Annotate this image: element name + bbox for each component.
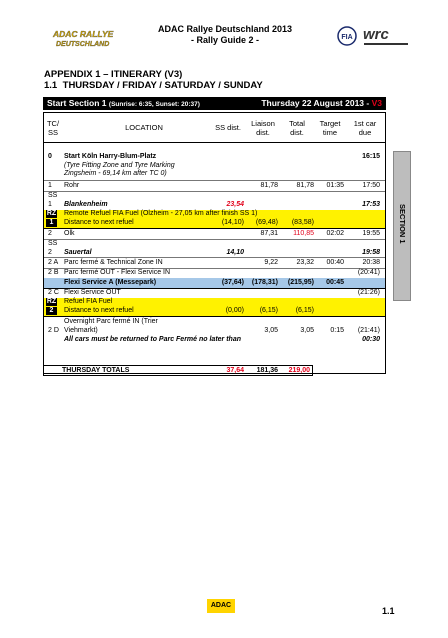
page-header xyxy=(0,0,448,60)
refuel-number: 2 xyxy=(46,307,57,315)
row-total: 3,05 xyxy=(300,326,314,334)
days-text: THURSDAY / FRIDAY / SATURDAY / SUNDAY xyxy=(62,80,263,91)
section-sun-times: (Sunrise: 6:35, Sunset: 20:37) xyxy=(108,101,200,108)
divider xyxy=(44,257,385,258)
row-first-car: 19:55 xyxy=(362,230,380,237)
refuel-number: 1 xyxy=(46,219,57,227)
row-target: 00:45 xyxy=(326,279,344,286)
row-first-car: 17:50 xyxy=(362,182,380,189)
row-location: Remote Refuel FIA Fuel (Olzheim - 27,05 km after finish SS 1) xyxy=(64,210,258,217)
col-ss-dist: SS dist. xyxy=(215,123,241,132)
row-total: (6,15) xyxy=(295,307,314,314)
refuel-badge: RZ xyxy=(46,298,57,305)
svg-text:DEUTSCHLAND: DEUTSCHLAND xyxy=(56,41,110,48)
col-location: LOCATION xyxy=(125,123,163,132)
section-side-label: SECTION 1 xyxy=(398,204,407,244)
fia-logo xyxy=(337,26,357,46)
row-total: (83,58) xyxy=(291,219,314,226)
row-location: Olk xyxy=(64,230,75,237)
row-tc: SS xyxy=(48,240,58,247)
col-first-car: 1st car due xyxy=(353,119,377,137)
row-liaison: (69,48) xyxy=(255,219,278,226)
row-location: Parc fermé OUT - Flexi Service IN xyxy=(64,269,171,276)
table-row-refuel xyxy=(44,219,385,228)
table-row-service xyxy=(44,278,385,288)
divider xyxy=(44,239,385,240)
svg-text:wrc: wrc xyxy=(363,26,389,43)
section-side-tab xyxy=(393,151,411,301)
row-location: Zingsheim - 69,14 km after TC 0) xyxy=(64,170,167,177)
row-target: 00:40 xyxy=(326,259,344,266)
page-number: 1.1 xyxy=(382,606,395,616)
row-first-car: (20:41) xyxy=(357,269,380,276)
wrc-logo xyxy=(362,24,410,50)
row-ss-dist: 23,54 xyxy=(226,200,244,208)
divider xyxy=(44,180,385,181)
row-ss-dist: (14,10) xyxy=(221,219,244,226)
row-tc: 2 C xyxy=(48,289,59,296)
row-location: All cars must be returned to Parc Fermé no later than xyxy=(64,336,241,343)
table-row-refuel xyxy=(44,210,385,219)
title-line-1: ADAC Rallye Deutschland 2013 xyxy=(157,24,293,34)
row-first-car: (21:26) xyxy=(357,289,380,296)
svg-text:ADAC RALLYE: ADAC RALLYE xyxy=(53,29,114,39)
row-ss-dist: (37,64) xyxy=(221,279,244,286)
totals-liaison: 181,36 xyxy=(256,367,278,374)
row-tc: 2 xyxy=(48,248,52,256)
row-tc: 0 xyxy=(48,153,52,160)
itinerary-table xyxy=(43,112,386,374)
row-target: 0:15 xyxy=(330,326,344,334)
row-liaison: (6,15) xyxy=(259,307,278,314)
row-location: Flexi Service A (Messepark) xyxy=(64,279,157,286)
row-total: (215,95) xyxy=(287,279,314,286)
table-row-refuel xyxy=(44,298,385,307)
row-tc: SS xyxy=(48,192,58,199)
row-liaison: 3,05 xyxy=(264,326,278,334)
row-liaison: (178,31) xyxy=(251,279,278,286)
section-date: Thursday 22 August 2013 - xyxy=(261,98,370,108)
appendix-heading: APPENDIX 1 – ITINERARY (V3) xyxy=(44,69,183,80)
row-location: (Tyre Fitting Zone and Tyre Marking xyxy=(64,161,175,169)
col-target: Target time xyxy=(319,119,341,137)
row-location: Parc fermé & Technical Zone IN xyxy=(64,259,163,266)
row-liaison: 81,78 xyxy=(260,182,278,189)
table-row-refuel xyxy=(44,307,385,316)
section-bar xyxy=(43,97,386,110)
table-header xyxy=(44,113,385,143)
totals-ss-dist: 37,64 xyxy=(226,367,244,374)
svg-text:FIA: FIA xyxy=(341,34,353,41)
row-total: 81,78 xyxy=(296,182,314,189)
divider xyxy=(44,228,385,229)
days-heading xyxy=(44,80,263,91)
section-version: V3 xyxy=(371,98,382,108)
adac-footer-logo: ADAC xyxy=(207,599,235,613)
row-location: Start Köln Harry-Blum-Platz xyxy=(64,153,157,160)
row-first-car: 20:38 xyxy=(362,259,380,266)
row-tc: 1 xyxy=(48,200,52,208)
days-number: 1.1 xyxy=(44,80,58,91)
row-target: 02:02 xyxy=(326,230,344,237)
refuel-badge: RZ xyxy=(46,210,57,217)
row-location: Flexi Service OUT xyxy=(64,289,121,296)
row-total: 23,32 xyxy=(296,259,314,266)
thursday-totals xyxy=(43,365,313,376)
row-location: Refuel FIA Fuel xyxy=(64,298,113,305)
col-liaison: Liaison dist. xyxy=(251,119,275,137)
document-title xyxy=(150,24,300,46)
row-tc: 1 xyxy=(48,182,52,189)
section-title: Start Section 1 xyxy=(47,98,107,108)
col-tc: TC/ SS xyxy=(46,119,60,137)
row-first-car: (21:41) xyxy=(357,326,380,334)
row-liaison: 9,22 xyxy=(264,259,278,266)
row-first-car: 00:30 xyxy=(362,336,380,343)
row-location: Blankenheim xyxy=(64,200,108,208)
row-ss-dist: 14,10 xyxy=(226,248,244,256)
row-tc: 2 A xyxy=(48,259,59,266)
row-tc: 2 D xyxy=(48,326,59,334)
row-location: Sauertal xyxy=(64,248,92,256)
row-tc: 2 B xyxy=(48,269,59,276)
col-total: Total dist. xyxy=(289,119,305,137)
totals-total: 219,00 xyxy=(288,367,310,374)
row-location: Rohr xyxy=(64,182,80,189)
row-first-car: 16:15 xyxy=(362,153,380,160)
row-target: 01:35 xyxy=(326,182,344,189)
row-location: Overnight Parc fermé IN (Trier xyxy=(64,318,158,325)
row-liaison: 87,31 xyxy=(260,230,278,237)
row-first-car: 19:58 xyxy=(362,248,380,256)
row-tc: 2 xyxy=(48,230,52,237)
adac-rallye-logo xyxy=(52,28,124,48)
row-ss-dist: (0,00) xyxy=(225,307,244,314)
row-first-car: 17:53 xyxy=(362,200,380,208)
totals-label: THURSDAY TOTALS xyxy=(62,367,130,374)
row-total: 110,85 xyxy=(293,230,314,237)
divider xyxy=(44,316,385,317)
row-location: Distance to next refuel xyxy=(64,307,134,314)
row-location: Distance to next refuel xyxy=(64,219,134,226)
row-location: Viehmarkt) xyxy=(64,326,98,334)
title-line-2: - Rally Guide 2 - xyxy=(190,35,259,45)
divider xyxy=(44,191,385,192)
